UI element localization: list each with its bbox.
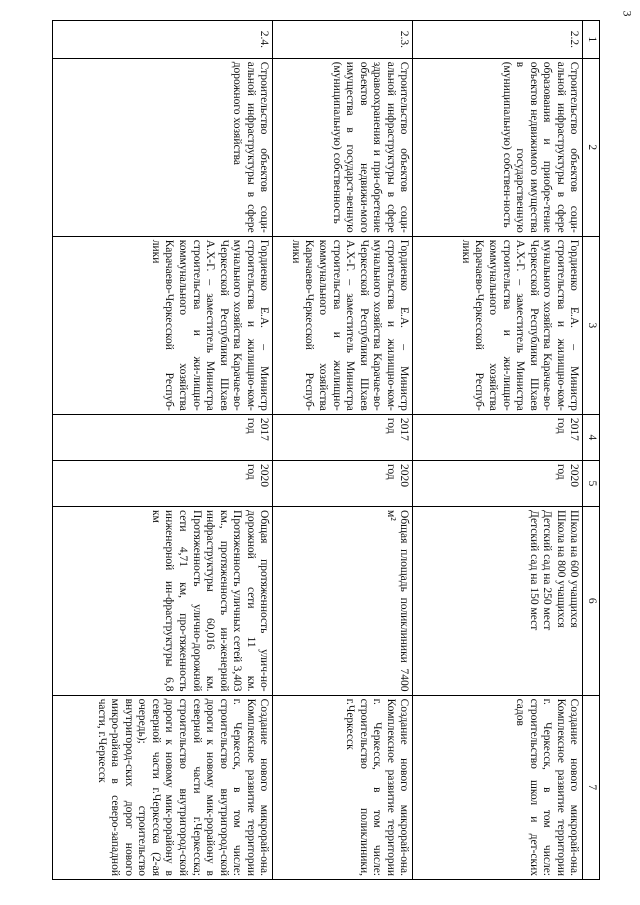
result-line: Школа на 800 учащихся: [554, 510, 567, 628]
responsible-cell: Гордиенко Е.А. – Министр строительства и жилищно-ком-мунального хозяйства Карачае-во-Черкесской Республики Шхаев А.Х-Г. – заместитель Министра строительства и жи-лищно-коммунального хозяйства Карачаево-Черкесской Респуб-лики: [413, 236, 583, 414]
row-number: 2.3.: [273, 21, 413, 59]
result-line: Общая площадь поликлиники 7400 м²: [384, 510, 411, 692]
header-cell: 2: [583, 58, 600, 236]
header-cell: 7: [583, 695, 600, 879]
responsible-cell: Гордиенко Е.А. – Министр строительства и жилищно-ком-мунального хозяйства Карачае-во-Черкесской Республики Шхаев А.Х-Г. – заместитель Министра строительства и жилищно-коммунального хозяйства Карачаево-Черкесской Респуб-лики: [273, 236, 413, 414]
start-year-cell: 2017 год: [273, 414, 413, 460]
header-cell: 1: [583, 21, 600, 59]
object-cell: Строительство объектов соци-альной инфраструктуры в сфере здравоохранения и при-обретение объектов недвижи-мого имущества в государст-венную (муниципальную) собственность: [273, 58, 413, 236]
result-line: Общая протяженность улич-но-дорожной сети 11 км. Протяженность уличных сетей 3,403 км., протяженность ин-женерной инфраструктуры 60,016 км. Протяженность улично-дорожной сети 4,71 км, про-тяженность инженерной ин-фраструктуры 6,8 км: [149, 510, 271, 692]
result-line: Детский сад на 250 мест: [541, 510, 554, 631]
page-number: 3: [620, 10, 635, 17]
goal-cell: Создание нового микрорай-она. Комплексное развитие территории г. Черкесск, в том числе: строительство поликлиники, г.Черкесск: [273, 695, 413, 879]
row-number: 2.4.: [53, 21, 273, 59]
start-year-cell: 2017 год: [53, 414, 273, 460]
header-cell: 5: [583, 460, 600, 506]
end-year-cell: 2020 год: [53, 460, 273, 506]
responsible-cell: Гордиенко Е.А. – Министр строительства и жилищно-ком-мунального хозяйства Карачае-во-Черкесской Республики Шхаев А.Х-Г. – заместитель Министра строительства и жи-лищно-коммунального хозяйства Карачаево-Черкесской Респуб-лики: [53, 236, 273, 414]
row-number: 2.2.: [413, 21, 583, 59]
header-cell: 6: [583, 507, 600, 696]
end-year-cell: 2020 год: [413, 460, 583, 506]
start-year-cell: 2017 год: [413, 414, 583, 460]
table-row: [273, 21, 413, 880]
object-cell: Строительство объектов соци-альной инфраструктуры в сфере дорожного хозяйства: [53, 58, 273, 236]
table-row: [53, 21, 273, 880]
result-cell: [273, 507, 413, 696]
result-line: Школа на 600 учащихся: [568, 510, 581, 628]
header-row: [583, 21, 600, 880]
program-table: [52, 20, 600, 880]
goal-cell: Создание нового микрорай-она. Комплексное развитие территории г. Черкесск, в том числе: строительство школ и дет-ских садов: [413, 695, 583, 879]
header-cell: 4: [583, 414, 600, 460]
object-cell: Строительство объектов соци-альной инфраструктуры в сфере образования и приобре-тение объектов недвижимого имущества в государственную (муниципальную) собствен-ность: [413, 58, 583, 236]
goal-cell: Создание нового микрорай-она. Комплексное развитие территории г. Черкесск, в том числе: строительство внутригород-ской дороги к новому мик-рорайону в северной части г.Черкесска; строительство внутригород-ской дороги к новому мик-рорайону в северной части г.Черкесска (2-ая очередь); строительство внутригород-ских дорог нового микро-района в северо-западной части, г.Черкесск: [53, 695, 273, 879]
result-line: Детский сад на 150 мест: [527, 510, 540, 631]
table-row: [413, 21, 583, 880]
header-cell: 3: [583, 236, 600, 414]
result-cell: [413, 507, 583, 696]
result-cell: [53, 507, 273, 696]
end-year-cell: 2020 год: [273, 460, 413, 506]
